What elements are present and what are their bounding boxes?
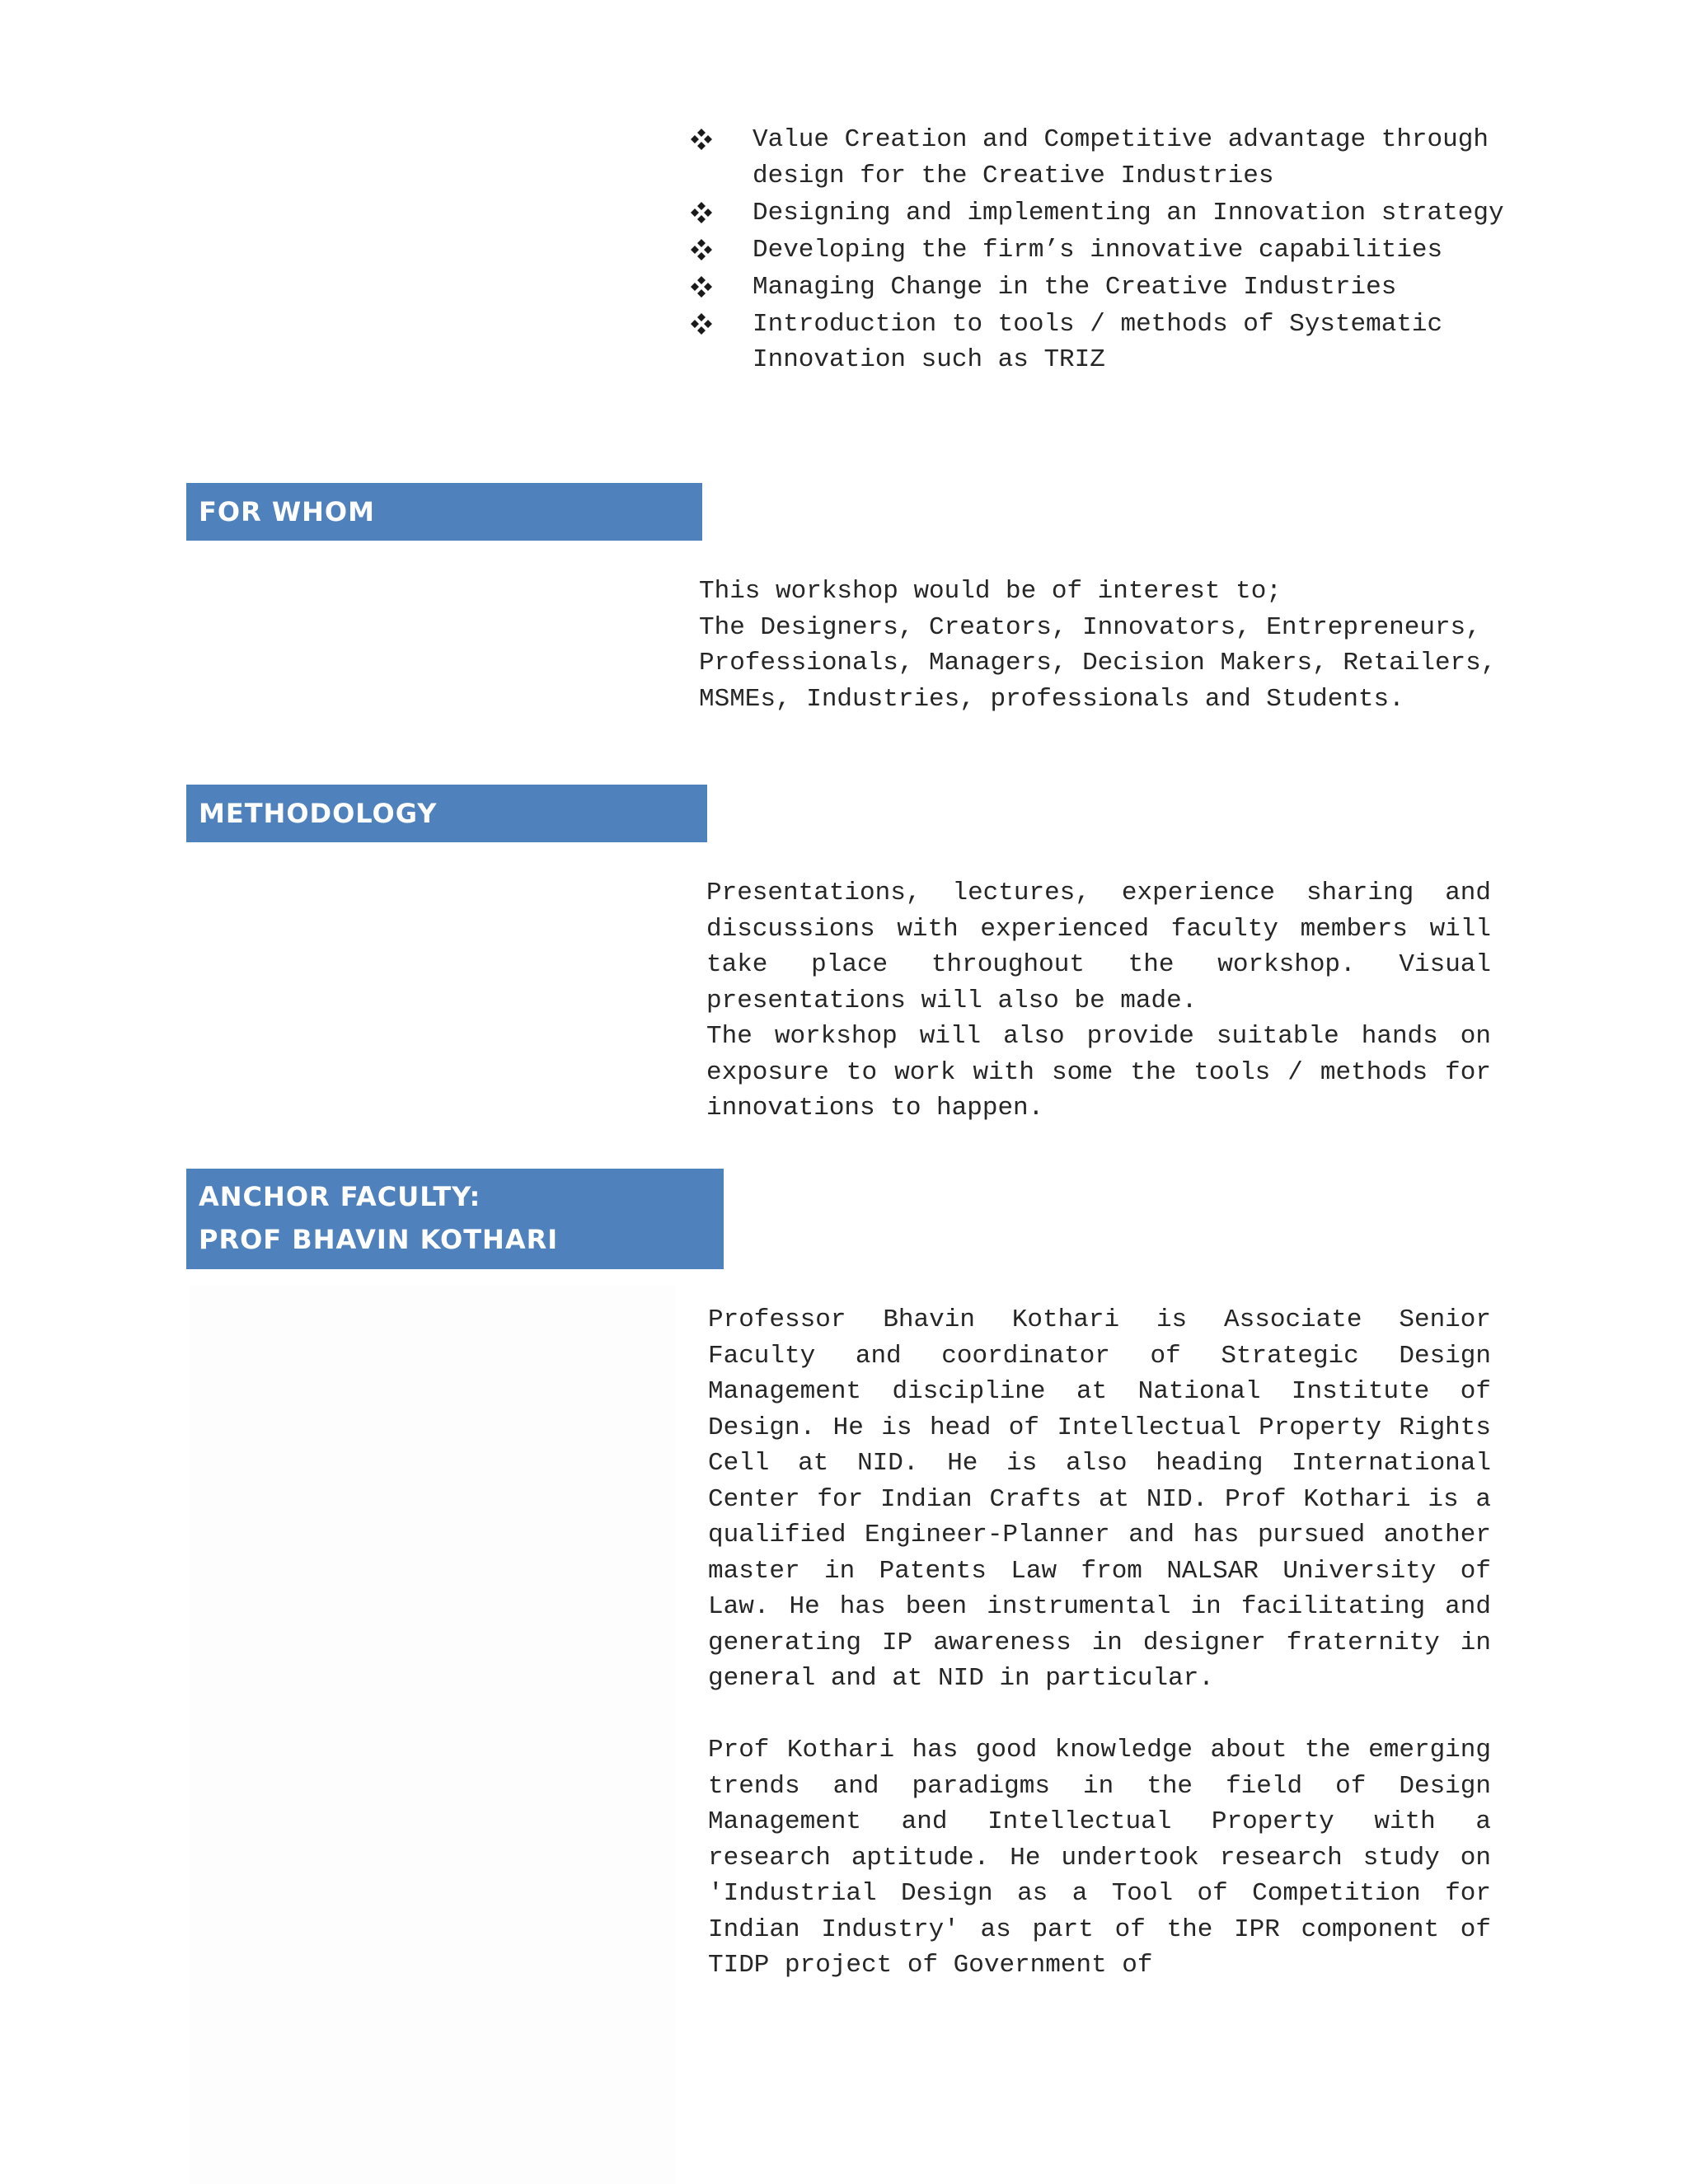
list-item-text: Managing Change in the Creative Industries (753, 272, 1397, 302)
list-item-text: Introduction to tools / methods of Systematic Innovation such as TRIZ (753, 309, 1443, 374)
anchor-faculty-heading (186, 1169, 724, 1269)
methodology-text (706, 875, 1491, 1127)
four-diamond-bullet-icon (691, 202, 712, 223)
list-item-text: Value Creation and Competitive advantage through design for the Creative Industries (753, 125, 1489, 190)
methodology-paragraph: The workshop will also provide suitable hands on exposure to work with some the tools / methods for innovations to happen. (706, 1022, 1491, 1122)
outcomes-list (691, 122, 1515, 379)
anchor-faculty-heading-line1: ANCHOR FACULTY: (199, 1181, 481, 1212)
methodology-heading: METHODOLOGY (186, 785, 707, 842)
four-diamond-bullet-icon (691, 276, 712, 298)
anchor-faculty-heading-line2: PROF BHAVIN KOTHARI (199, 1224, 559, 1255)
list-item-text: Developing the firm’s innovative capabilities (753, 235, 1443, 265)
faculty-paragraph: Prof Kothari has good knowledge about the emerging trends and paradigms in the field of Design Management and Intellectual Property with a research aptitude. He undertook research study on 'Industrial Design as a Tool of Competition for Indian Industry' as part of the IPR component of TIDP project of Government of (708, 1736, 1491, 1980)
for-whom-body: The Designers, Creators, Innovators, Entrepreneurs, Professionals, Managers, Decision Makers, Retailers, MSMEs, Industries, professionals and Students. (699, 612, 1497, 714)
for-whom-intro: This workshop would be of interest to; (699, 577, 1282, 606)
list-item (691, 269, 1515, 306)
list-item (691, 122, 1515, 194)
list-item (691, 232, 1515, 269)
list-item (691, 307, 1515, 378)
list-item-text: Designing and implementing an Innovation strategy (753, 198, 1504, 227)
left-margin-shade (190, 1286, 676, 2184)
faculty-paragraph: Professor Bhavin Kothari is Associate Senior Faculty and coordinator of Strategic Design Management discipline at National Institute of Design. He is head of Intellectual Property Rights Cell at NID. He is also heading International Center for Indian Crafts at NID. Prof Kothari is a qualified Engineer-Planner and has pursued another master in Patents Law from NALSAR University of Law. He has been instrumental in facilitating and generating IP awareness in designer fraternity in general and at NID in particular. (708, 1305, 1491, 1693)
for-whom-text (699, 574, 1523, 717)
for-whom-heading: FOR WHOM (186, 483, 702, 541)
methodology-paragraph: Presentations, lectures, experience sharing and discussions with experienced faculty members will take place throughout the workshop. Visual presentations will also be made. (706, 879, 1491, 1015)
four-diamond-bullet-icon (691, 313, 712, 335)
four-diamond-bullet-icon (691, 129, 712, 150)
four-diamond-bullet-icon (691, 239, 712, 260)
list-item (691, 195, 1515, 232)
anchor-faculty-bio (708, 1302, 1491, 1984)
